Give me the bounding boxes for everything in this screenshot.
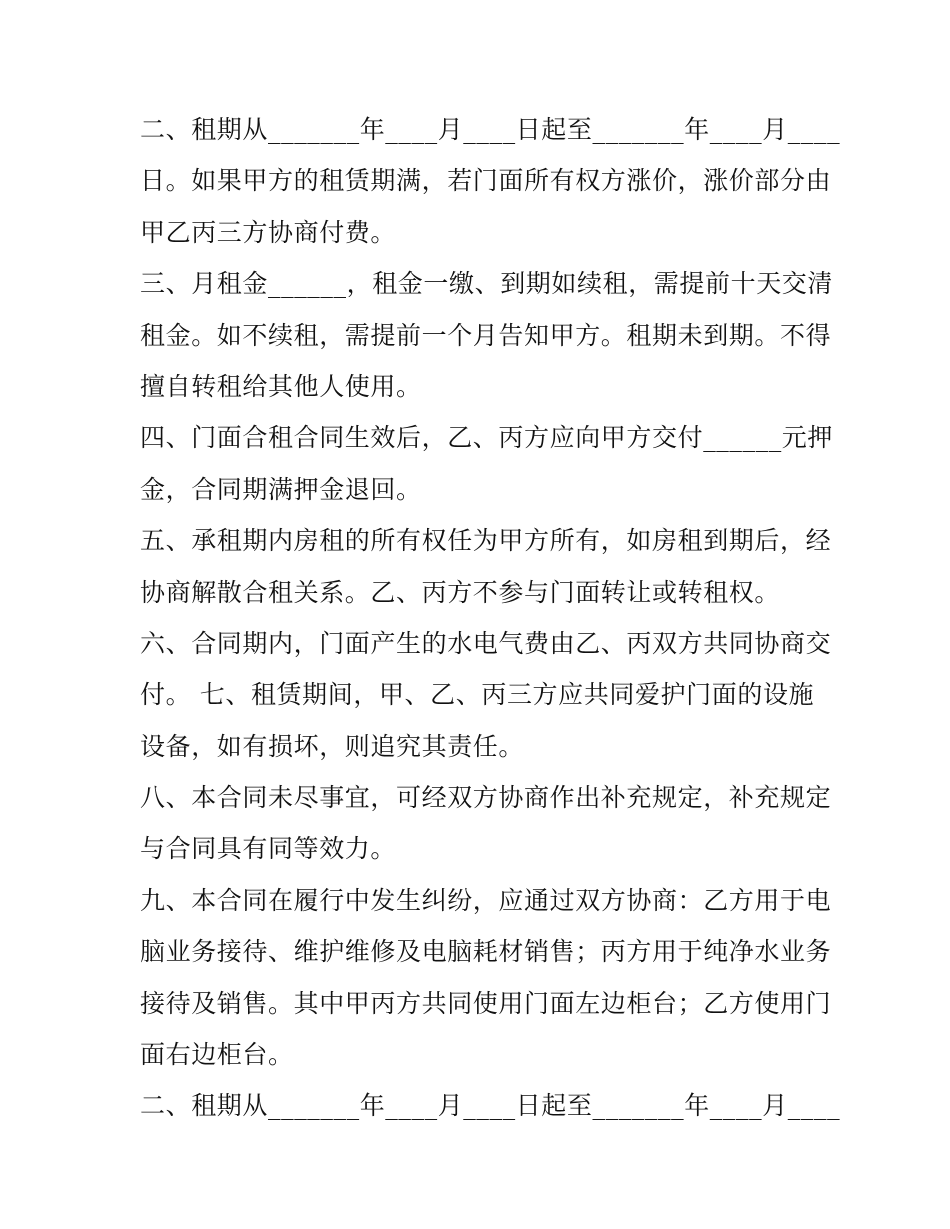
text-line-15-content: 与合同具有同等效力。 [140, 834, 397, 864]
text-line-20 [140, 1080, 841, 1131]
text-line-1 [140, 104, 841, 155]
text-line-18-content: 接待及销售。其中甲丙方共同使用门面左边柜台；乙方使用门 [140, 988, 832, 1018]
text-line-15 [140, 823, 820, 874]
text-line-20-content: 二、租期从_______年____月____日起至_______年____月____ [140, 1091, 841, 1121]
text-line-17-content: 脑业务接待、维护维修及电脑耗材销售；丙方用于纯净水业务 [140, 937, 832, 967]
text-line-7 [140, 412, 834, 463]
text-line-7-content: 四、门面合租合同生效后，乙、丙方应向甲方交付______元押 [140, 423, 834, 453]
text-line-8 [140, 464, 820, 515]
text-line-4-content: 三、月租金______，租金一缴、到期如续租，需提前十天交清 [140, 269, 834, 299]
text-line-8-content: 金，合同期满押金退回。 [140, 474, 422, 504]
text-line-11 [140, 618, 832, 669]
text-line-6-content: 擅自转租给其他人使用。 [140, 371, 422, 401]
text-line-14 [140, 772, 832, 823]
text-line-1-content: 二、租期从_______年____月____日起至_______年____月____ [140, 115, 841, 144]
text-line-12 [140, 669, 820, 720]
text-line-17 [140, 926, 832, 977]
document-page [140, 104, 841, 1132]
text-line-19 [140, 1029, 820, 1080]
text-line-14-content: 八、本合同未尽事宜，可经双方协商作出补充规定，补充规定 [140, 783, 832, 813]
text-line-3 [140, 207, 820, 258]
text-line-13-content: 设备，如有损坏，则追究其责任。 [140, 731, 525, 761]
text-line-9 [140, 515, 832, 566]
text-line-13 [140, 721, 820, 772]
text-line-10 [140, 567, 820, 618]
text-line-11-content: 六、合同期内，门面产生的水电气费由乙、丙双方共同协商交 [140, 628, 832, 658]
text-line-2 [140, 155, 832, 206]
text-line-16 [140, 875, 832, 926]
text-line-2-content: 日。如果甲方的租赁期满，若门面所有权方涨价，涨价部分由 [140, 166, 832, 196]
text-line-5-content: 租金。如不续租，需提前一个月告知甲方。租期未到期。不得 [140, 320, 832, 350]
text-line-4 [140, 258, 834, 309]
text-line-3-content: 甲乙丙三方协商付费。 [140, 217, 397, 247]
text-line-19-content: 面右边柜台。 [140, 1040, 294, 1070]
text-line-16-content: 九、本合同在履行中发生纠纷，应通过双方协商：乙方用于电 [140, 885, 832, 915]
text-line-9-content: 五、承租期内房租的所有权任为甲方所有，如房租到期后，经 [140, 526, 832, 556]
text-line-10-content: 协商解散合租关系。乙、丙方不参与门面转让或转租权。 [140, 577, 781, 607]
text-line-5 [140, 310, 832, 361]
text-line-6 [140, 361, 820, 412]
text-line-12-content: 付。 七、租赁期间，甲、乙、丙三方应共同爱护门面的设施 [140, 680, 815, 710]
text-line-18 [140, 978, 832, 1029]
